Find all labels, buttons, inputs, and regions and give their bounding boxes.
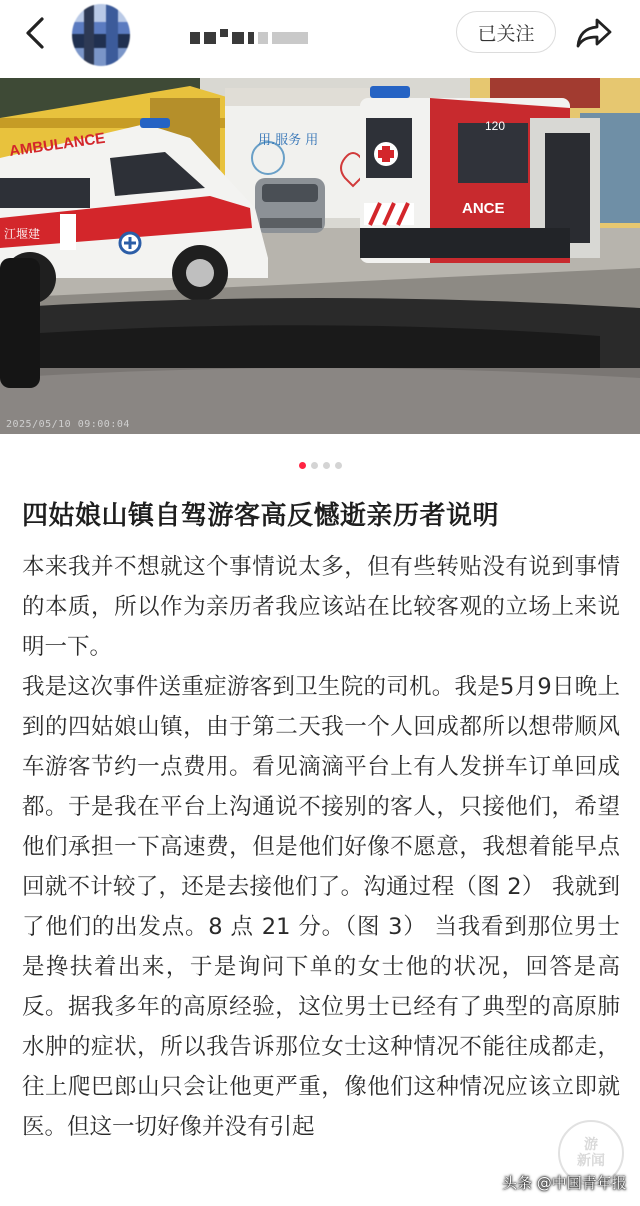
follow-button[interactable]: 已关注	[456, 11, 556, 53]
author-name-blurred[interactable]	[190, 30, 330, 46]
ambulance-left-label: AMBULANCE	[8, 129, 107, 160]
post-image[interactable]	[0, 78, 640, 434]
back-button[interactable]	[18, 14, 52, 52]
ambulance-right-label: ANCE	[462, 200, 505, 217]
photo-timestamp: 2025/05/10 09:00:04	[6, 419, 130, 430]
post-title: 四姑娘山镇自驾游客高反憾逝亲历者说明	[22, 501, 500, 531]
pager-dot-4[interactable]	[335, 462, 342, 469]
watermark-seal-text: 游 新闻	[577, 1137, 605, 1169]
dashcam-photo	[0, 78, 640, 434]
pager-dot-2[interactable]	[311, 462, 318, 469]
top-bar	[0, 0, 640, 74]
ambulance-left-side-label: 江堰建	[4, 227, 41, 241]
share-arrow-icon	[575, 17, 613, 49]
right-ambulance	[360, 86, 600, 263]
ambulance-right-number: 120	[485, 119, 506, 133]
chevron-left-icon	[24, 16, 46, 50]
author-avatar[interactable]	[72, 4, 130, 66]
post-paragraph: 我是这次事件送重症游客到卫生院的司机。我是5月9日晚上到的四姑娘山镇，由于第二天我一个人回成都所以想带顺风车游客节约一点费用。看见滴滴平台上有人发拼车订单回成都。于是我在平台上沟通说不接别的客人，只接他们，希望他们承担一下高速费，但是他们好像不愿意，我想着能早点回就不计较了，还是去接他们了。沟通过程（图 2） 我就到了他们的出发点。8 点 21 分。（图 3） 当我看到那位男士是搀扶着出来，于是询问下单的女士他的状况，回答是高反。据我多年的高原经验，这位男士已经有了典型的高原肺水肿的症状，所以我告诉那位女士这种情况不能往成都走，往上爬巴郎山只会让他更严重，像他们这种情况应该立即就医。但这一切好像并没有引起	[22, 674, 620, 1140]
post-body	[22, 547, 620, 1147]
post-paragraph: 本来我并不想就这个事情说太多，但有些转贴没有说到事情的本质，所以作为亲历者我应该站在比较客观的立场上来说明一下。	[22, 554, 620, 660]
share-button[interactable]	[574, 14, 614, 52]
pager-dot-1[interactable]	[299, 462, 306, 469]
wall-sign-text: 用.服务 用	[258, 133, 319, 148]
image-pager	[0, 462, 640, 469]
pager-dot-3[interactable]	[323, 462, 330, 469]
watermark-caption: 头条 @中国青年报	[502, 1174, 627, 1192]
